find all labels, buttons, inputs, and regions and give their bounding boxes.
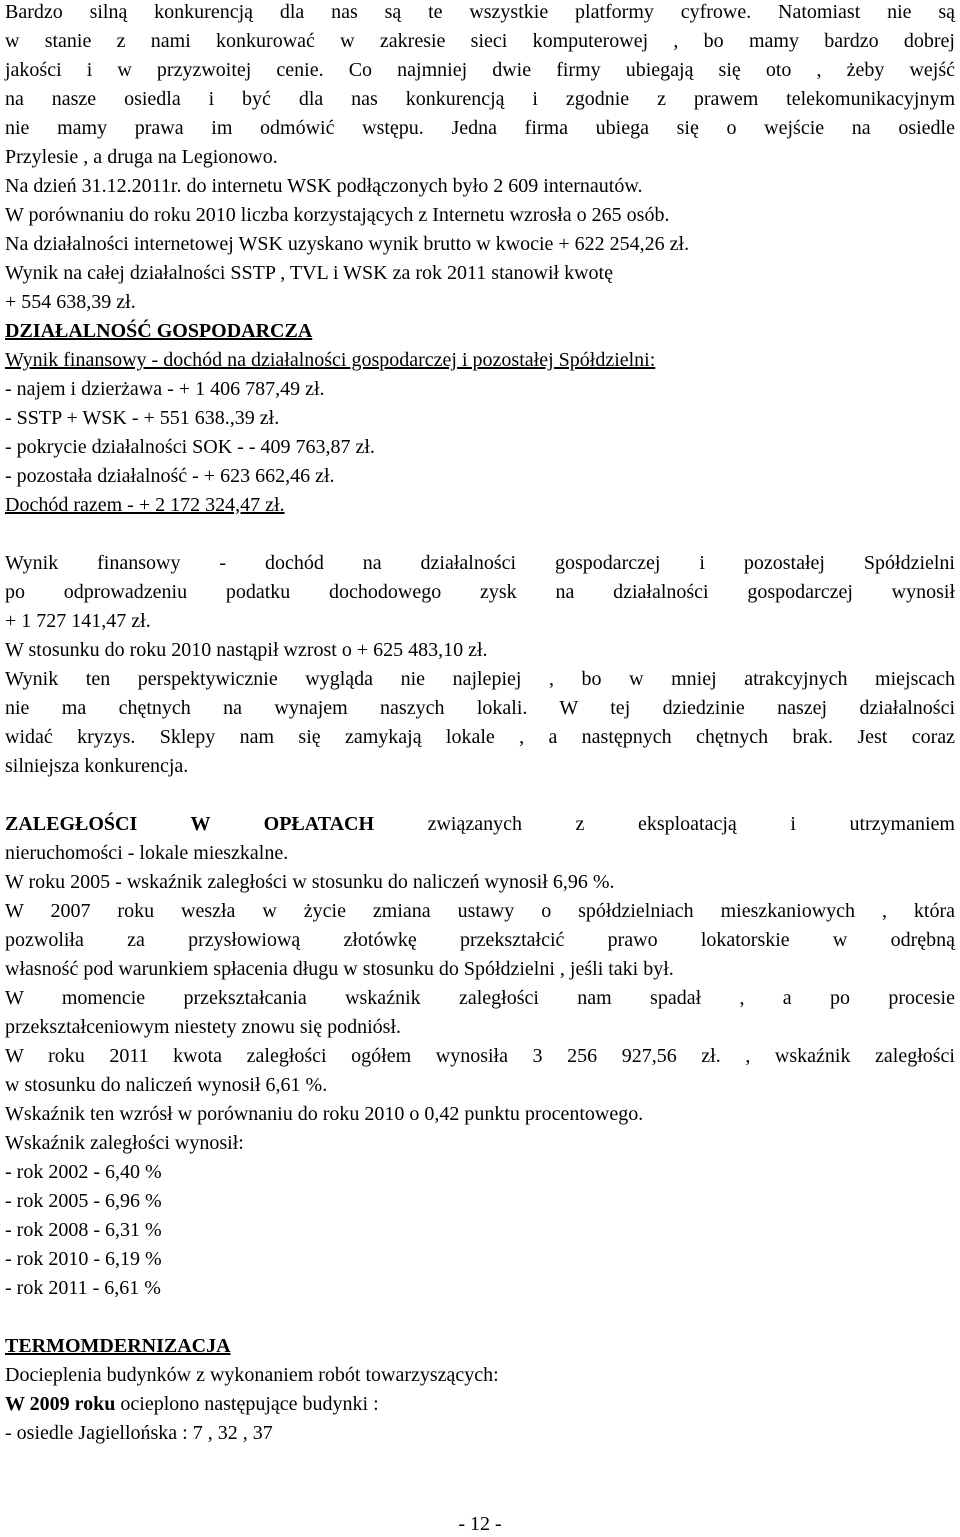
paragraph-line: W roku 2011 kwota zaległości ogółem wynosiła 3 256 927,56 zł. , wskaźnik zaległości — [5, 1045, 955, 1067]
list-item: - pozostała działalność - + 623 662,46 zł. — [5, 465, 335, 487]
paragraph-line: W stosunku do roku 2010 nastąpił wzrost o + 625 483,10 zł. — [5, 639, 488, 661]
list-item: - najem i dzierżawa - + 1 406 787,49 zł. — [5, 378, 325, 400]
list-item: - osiedle Jagiellońska : 7 , 32 , 37 — [5, 1422, 273, 1444]
paragraph-line: + 1 727 141,47 zł. — [5, 610, 151, 632]
section-heading-termo: TERMOMDERNIZACJA — [5, 1335, 231, 1357]
intro-line: Na dzień 31.12.2011r. do internetu WSK podłączonych było 2 609 internautów. — [5, 175, 643, 197]
intro-line: Przylesie , a druga na Legionowo. — [5, 146, 278, 168]
section-heading-zaleglosci: ZALEGŁOŚCI W OPŁATACH — [5, 813, 375, 835]
total-line: Dochód razem - + 2 172 324,47 zł. — [5, 494, 285, 516]
intro-line: Bardzo silną konkurencją dla nas są te wszystkie platformy cyfrowe. Natomiast nie są — [5, 1, 955, 23]
paragraph-line: Wynik finansowy - dochód na działalności gospodarczej i pozostałej Spółdzielni — [5, 552, 955, 574]
list-item: - rok 2002 - 6,40 % — [5, 1161, 162, 1183]
paragraph-line: W 2007 roku weszła w życie zmiana ustawy o spółdzielniach mieszkaniowych , która — [5, 900, 955, 922]
paragraph-line: pozwoliła za przysłowiową złotówkę przekształcić prawo lokatorskie w odrębną — [5, 929, 955, 951]
intro-line: Wynik na całej działalności SSTP , TVL i WSK za rok 2011 stanowił kwotę — [5, 262, 613, 284]
paragraph-line — [5, 1392, 955, 1416]
page-number: - 12 - — [458, 1513, 502, 1535]
result-line: Wynik finansowy - dochód na działalności gospodarczej i pozostałej Spółdzielni: — [5, 349, 656, 371]
section-heading-gospodarcza: DZIAŁALNOŚĆ GOSPODARCZA — [5, 320, 313, 342]
list-item: - rok 2005 - 6,96 % — [5, 1190, 162, 1212]
paragraph-line: Wynik ten perspektywicznie wygląda nie najlepiej , bo w mniej atrakcyjnych miejscach — [5, 668, 955, 690]
intro-line: w stanie z nami konkurować w zakresie sieci komputerowej , bo mamy bardzo dobrej — [5, 30, 955, 52]
list-item: - pokrycie działalności SOK - - 409 763,87 zł. — [5, 436, 375, 458]
intro-line: W porównaniu do roku 2010 liczba korzystających z Internetu wzrosła o 265 osób. — [5, 204, 670, 226]
year-bold: W 2009 roku — [5, 1393, 116, 1415]
zaleglosci-first-line — [5, 812, 955, 836]
heading-continuation: związanych z eksploatacją i utrzymaniem — [374, 813, 955, 835]
paragraph-line: własność pod warunkiem spłacenia długu w stosunku do Spółdzielni , jeśli taki był. — [5, 958, 674, 980]
list-item: - rok 2011 - 6,61 % — [5, 1277, 161, 1299]
paragraph-line: W roku 2005 - wskaźnik zaległości w stosunku do naliczeń wynosił 6,96 %. — [5, 871, 615, 893]
paragraph-line: nie ma chętnych na wynajem naszych lokali. W tej dziedzinie naszej działalności — [5, 697, 955, 719]
paragraph-line: nieruchomości - lokale mieszkalne. — [5, 842, 289, 864]
paragraph-line: Docieplenia budynków z wykonaniem robót towarzyszących: — [5, 1364, 499, 1386]
paragraph-line: Wskaźnik zaległości wynosił: — [5, 1132, 244, 1154]
paragraph-line: po odprowadzeniu podatku dochodowego zysk na działalności gospodarczej wynosił — [5, 581, 955, 603]
paragraph-line: przekształceniowym niestety znowu się podniósł. — [5, 1016, 402, 1038]
list-item: - rok 2008 - 6,31 % — [5, 1219, 162, 1241]
intro-line: na nasze osiedla i być dla nas konkurencją i zgodnie z prawem telekomunikacyjnym — [5, 88, 955, 110]
intro-line: jakości i w przyzwoitej cenie. Co najmniej dwie firmy ubiegają się oto , żeby wejść — [5, 59, 955, 81]
paragraph-line: W momencie przekształcania wskaźnik zaległości nam spadał , a po procesie — [5, 987, 955, 1009]
paragraph-line: widać kryzys. Sklepy nam się zamykają lokale , a następnych chętnych brak. Jest coraz — [5, 726, 955, 748]
list-item: - rok 2010 - 6,19 % — [5, 1248, 162, 1270]
list-item: - SSTP + WSK - + 551 638.,39 zł. — [5, 407, 280, 429]
intro-line: nie mamy prawa im odmówić wstępu. Jedna firma ubiega się o wejście na osiedle — [5, 117, 955, 139]
paragraph-line: w stosunku do naliczeń wynosił 6,61 %. — [5, 1074, 328, 1096]
intro-line: Na działalności internetowej WSK uzyskano wynik brutto w kwocie + 622 254,26 zł. — [5, 233, 690, 255]
intro-line: + 554 638,39 zł. — [5, 291, 136, 313]
paragraph-line: silniejsza konkurencja. — [5, 755, 189, 777]
paragraph-line: Wskaźnik ten wzrósł w porównaniu do roku 2010 o 0,42 punktu procentowego. — [5, 1103, 644, 1125]
document-page — [5, 0, 955, 1537]
line-continuation: ocieplono następujące budynki : — [115, 1393, 379, 1415]
